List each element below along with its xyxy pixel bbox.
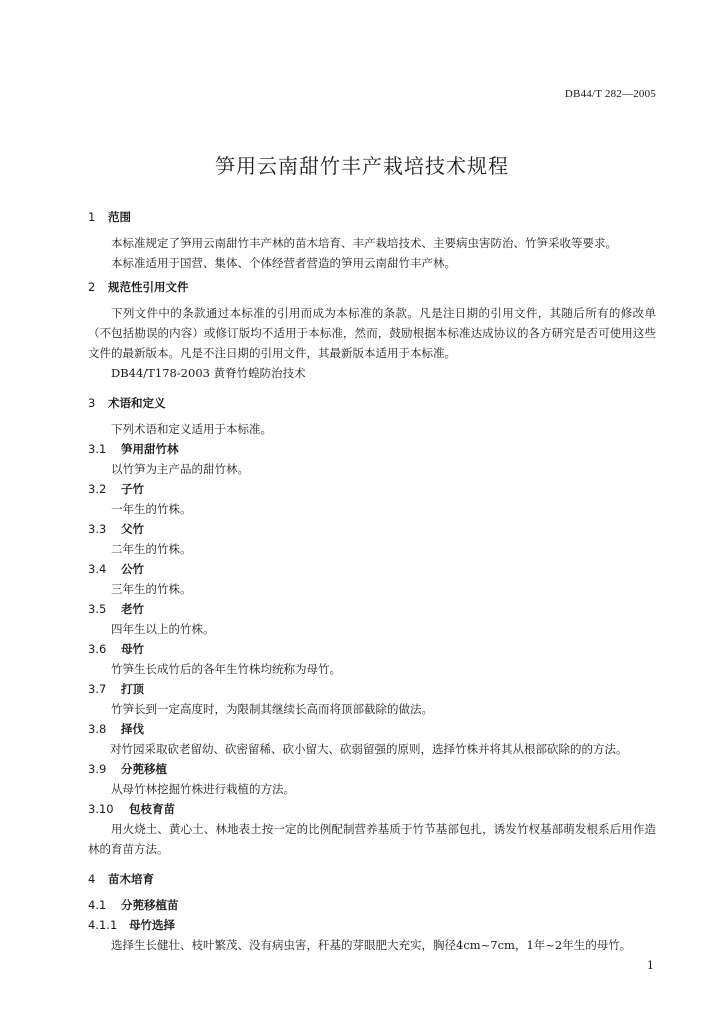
term-definition: 用火烧土、黄心土、林地表土按一定的比例配制营养基质于竹节基部包扎，诱发竹杈基部萌发根系后用作造林的育苗方法。 — [88, 822, 656, 856]
term-number: 3.8 — [88, 722, 107, 736]
term-title: 择伐 — [121, 722, 144, 736]
term-title: 公竹 — [121, 562, 144, 576]
subsection-title: 分蔸移植苗 — [121, 898, 179, 912]
subsection-heading — [88, 895, 656, 915]
term-heading — [88, 719, 656, 739]
term-title: 母竹 — [121, 642, 144, 656]
section-title: 规范性引用文件 — [108, 280, 189, 294]
section-number: 4 — [88, 872, 96, 886]
term-title: 分蔸移植 — [121, 762, 167, 776]
subsection-number: 4.1 — [88, 898, 107, 912]
section-number: 3 — [88, 396, 96, 410]
term-definition: 一年生的竹株。 — [111, 502, 192, 516]
term-title: 包枝育苗 — [129, 802, 175, 816]
term-definition: 对竹园采取砍老留幼、砍密留稀、砍小留大、砍弱留强的原则，选择竹株并将其从根部砍除的的方法。 — [110, 742, 628, 756]
section-title: 苗木培育 — [108, 872, 154, 886]
term-number: 3.9 — [88, 762, 107, 776]
term-title: 打顶 — [121, 682, 144, 696]
section-heading-1 — [88, 207, 656, 227]
section-heading-2 — [88, 277, 656, 297]
section-number: 1 — [88, 210, 96, 224]
term-definition: 四年生以上的竹株。 — [111, 622, 215, 636]
paragraph: 本标准适用于国营、集体、个体经营者营造的笋用云南甜竹丰产林。 — [111, 256, 456, 270]
term-title: 老竹 — [121, 602, 144, 616]
term-heading — [88, 799, 656, 819]
term-heading — [88, 679, 656, 699]
term-heading — [88, 439, 656, 459]
term-heading — [88, 599, 656, 619]
term-title: 子竹 — [121, 482, 144, 496]
section-title: 范围 — [108, 210, 131, 224]
section-heading-3 — [88, 393, 656, 413]
subsection-title: 母竹选择 — [129, 918, 175, 932]
paragraph: 本标准规定了笋用云南甜竹丰产林的苗木培育、丰产栽培技术、主要病虫害防治、竹笋采收等要求。 — [111, 236, 617, 250]
term-definition: 竹笋长到一定高度时，为限制其继续长高而将顶部截除的做法。 — [111, 702, 433, 716]
subsection-heading — [88, 915, 656, 935]
term-heading — [88, 479, 656, 499]
section-title: 术语和定义 — [108, 396, 166, 410]
term-number: 3.6 — [88, 642, 107, 656]
term-number: 3.2 — [88, 482, 107, 496]
term-number: 3.7 — [88, 682, 107, 696]
term-title: 父竹 — [121, 522, 144, 536]
term-number: 3.1 — [88, 442, 107, 456]
document-title: 笋用云南甜竹丰产栽培技术规程 — [215, 154, 509, 178]
term-heading — [88, 559, 656, 579]
section-heading-4 — [88, 869, 656, 889]
term-definition: 二年生的竹株。 — [111, 542, 192, 556]
term-title: 笋用甜竹林 — [121, 442, 179, 456]
standard-code: DB44/T 282—2005 — [564, 88, 656, 100]
term-number: 3.5 — [88, 602, 107, 616]
reference-item: DB44/T178-2003 黄脊竹蝗防治技术 — [111, 366, 306, 380]
term-number: 3.3 — [88, 522, 107, 536]
term-definition: 三年生的竹株。 — [111, 582, 192, 596]
term-heading — [88, 519, 656, 539]
subsection-number: 4.1.1 — [88, 918, 118, 932]
term-heading — [88, 759, 656, 779]
term-heading — [88, 639, 656, 659]
paragraph: 下列术语和定义适用于本标准。 — [111, 422, 272, 436]
term-number: 3.4 — [88, 562, 107, 576]
page-number: 1 — [647, 959, 654, 972]
document-body — [88, 202, 656, 955]
paragraph: 选择生长健壮、枝叶繁茂、没有病虫害，秆基的芽眼肥大充实，胸径4cm~7cm，1年~2年生的母竹。 — [111, 938, 632, 952]
term-definition: 竹笋生长成竹后的各年生竹株均统称为母竹。 — [111, 662, 341, 676]
term-definition: 以竹笋为主产品的甜竹林。 — [111, 462, 249, 476]
section-number: 2 — [88, 280, 96, 294]
term-definition: 从母竹林挖掘竹株进行栽植的方法。 — [111, 782, 295, 796]
term-number: 3.10 — [88, 802, 114, 816]
paragraph: 下列文件中的条款通过本标准的引用而成为本标准的条款。凡是注日期的引用文件，其随后所有的修改单（不包括勘误的内容）或修订版均不适用于本标准，然而，鼓励根据本标准达成协议的各方研究是否可使用这些文件的最新版本。凡是不注日期的引用文件，其最新版本适用于本标准。 — [88, 306, 656, 360]
